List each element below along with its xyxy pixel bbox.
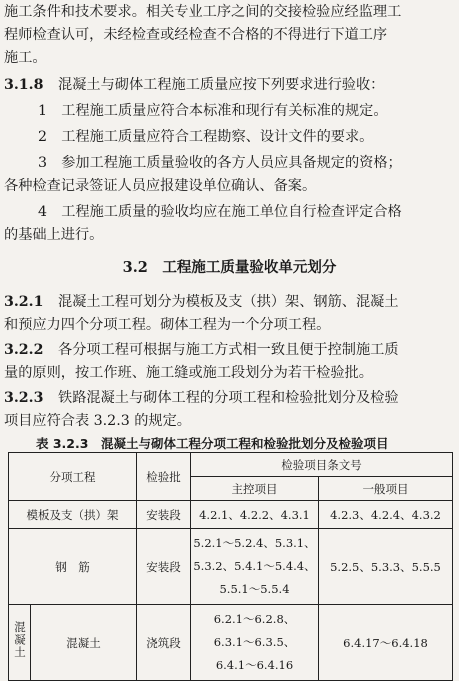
cell-main: 4.2.1、4.2.2、4.3.1 xyxy=(191,501,319,529)
cell-general: 6.4.17～6.4.18 xyxy=(319,605,453,681)
text-line: 各种检查记录签证人员应报建设单位确认、备案。 xyxy=(4,178,317,194)
header-items: 检验项目条文号 xyxy=(191,453,453,477)
cell-name: 钢 筋 xyxy=(9,529,137,605)
cell-name: 模板及支（拱）架 xyxy=(9,501,137,529)
table-row xyxy=(9,605,453,681)
clause-text: 铁路混凝土与砌体工程的分项工程和检验批划分及检验 xyxy=(58,390,399,406)
text-line: 和预应力四个分项工程。砌体工程为一个分项工程。 xyxy=(4,317,331,333)
list-item: 1 工程施工质量应符合本标准和现行有关标准的规定。 xyxy=(38,103,388,119)
group-label: 混凝土 xyxy=(13,621,27,659)
cell-main xyxy=(191,529,319,605)
clause-number: 3.1.8 xyxy=(4,77,44,93)
list-item: 4 工程施工质量的验收均应在施工单位自行检查评定合格 xyxy=(38,204,402,220)
header-subitem: 分项工程 xyxy=(9,453,137,501)
table-caption: 表 3.2.3 混凝土与砌体工程分项工程和检验批划分及检验项目 xyxy=(36,436,389,451)
main-line: 6.3.1～6.3.5、 xyxy=(213,635,296,649)
header-general: 一般项目 xyxy=(319,477,453,501)
main-line: 5.3.2、5.4.1～5.4.4、 xyxy=(193,559,316,573)
cell-batch: 浇筑段 xyxy=(137,605,191,681)
clause-3-2-2 xyxy=(4,340,455,360)
main-line: 5.5.1～5.5.4 xyxy=(219,582,290,596)
clause-3-2-3 xyxy=(4,388,455,408)
main-line: 6.2.1～6.2.8、 xyxy=(213,612,296,626)
text-line: 量的原则，按工作班、施工缝或施工段划分为若干检验批。 xyxy=(4,365,373,381)
text-line: 施工条件和技术要求。相关专业工序之间的交接检验应经监理工 xyxy=(4,4,402,20)
cell-main xyxy=(191,605,319,681)
clause-text: 混凝土与砌体工程施工质量应按下列要求进行验收： xyxy=(58,77,385,93)
text-line: 程师检查认可，未经检查或经检查不合格的不得进行下道工序 xyxy=(4,27,388,43)
clause-number: 3.2.2 xyxy=(4,342,44,358)
cell-general: 4.2.3、4.2.4、4.3.2 xyxy=(319,501,453,529)
text-line: 项目应符合表 3.2.3 的规定。 xyxy=(4,413,191,429)
list-item: 3 参加工程施工质量验收的各方人员应具备规定的资格； xyxy=(38,155,402,171)
cell-group xyxy=(9,605,31,681)
table-row xyxy=(9,529,453,605)
inspection-table xyxy=(8,452,453,681)
cell-batch: 安装段 xyxy=(137,501,191,529)
clause-number: 3.2.3 xyxy=(4,390,44,406)
text-line: 施工。 xyxy=(4,50,47,66)
main-line: 5.2.1～5.2.4、5.3.1、 xyxy=(193,536,316,550)
clause-number: 3.2.1 xyxy=(4,294,44,310)
table-row xyxy=(9,501,453,529)
clause-text: 各分项工程可根据与施工方式相一致且便于控制施工质 xyxy=(58,342,399,358)
cell-batch: 安装段 xyxy=(137,529,191,605)
table-header-row xyxy=(9,453,453,477)
main-line: 6.4.1～6.4.16 xyxy=(215,658,294,672)
clause-3-2-1 xyxy=(4,292,455,312)
section-heading: 3.2 工程施工质量验收单元划分 xyxy=(122,259,337,276)
clause-text: 混凝土工程可划分为模板及支（拱）架、钢筋、混凝土 xyxy=(58,294,399,310)
cell-general: 5.2.5、5.3.3、5.5.5 xyxy=(319,529,453,605)
cell-name: 混凝土 xyxy=(31,605,137,681)
header-main: 主控项目 xyxy=(191,477,319,501)
clause-3-1-8 xyxy=(4,75,455,95)
list-item: 2 工程施工质量应符合工程勘察、设计文件的要求。 xyxy=(38,129,374,145)
text-line: 的基础上进行。 xyxy=(4,227,104,243)
header-batch: 检验批 xyxy=(137,453,191,501)
